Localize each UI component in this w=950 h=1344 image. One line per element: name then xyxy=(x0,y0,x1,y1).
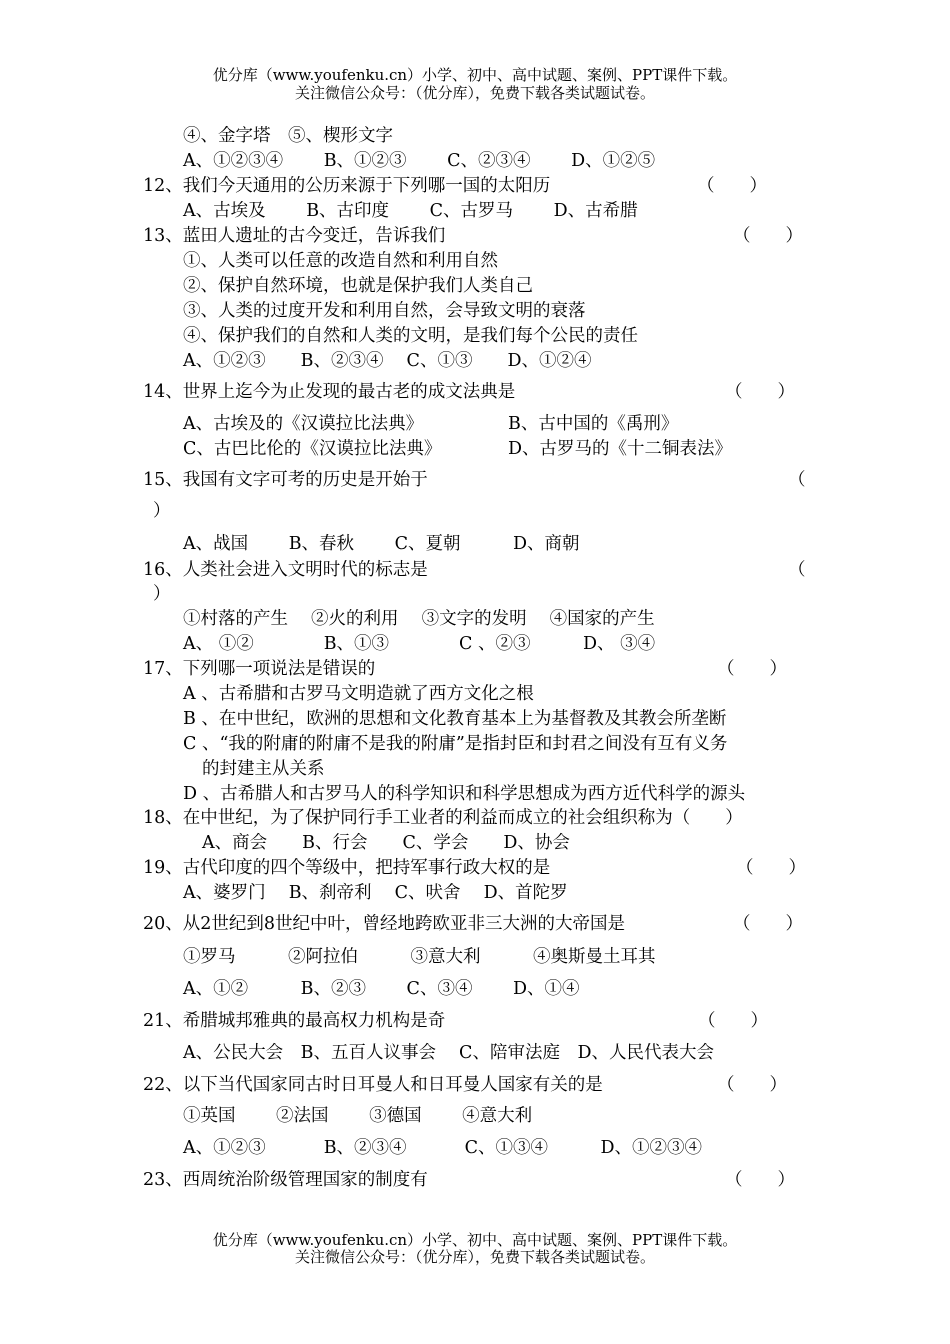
q20-answer-paren: （ ） xyxy=(733,914,803,934)
q16-options: A、 ①② B、①③ C 、②③ D、 ③④ xyxy=(183,634,656,654)
q20-items: ①罗马 ②阿拉伯 ③意大利 ④奥斯曼土耳其 xyxy=(183,947,656,967)
q21-stem: 21、希腊城邦雅典的最高权力机构是奇 xyxy=(143,1011,446,1031)
q19-answer-paren: （ ） xyxy=(736,858,806,878)
q22-stem: 22、以下当代国家同古时日耳曼人和日耳曼人国家有关的是 xyxy=(143,1075,603,1095)
q15-paren-close: ） xyxy=(153,501,171,521)
q14-answer-paren: （ ） xyxy=(725,382,795,402)
q18-stem: 18、在中世纪，为了保护同行手工业者的利益而成立的社会组织称为（ ） xyxy=(143,808,743,828)
q13-item-1: ①、人类可以任意的改造自然和利用自然 xyxy=(183,251,498,271)
q14-option-b: B、古中国的《禹刑》 xyxy=(508,414,679,434)
q15-stem: 15、我国有文字可考的历史是开始于 xyxy=(143,470,428,490)
q20-stem: 20、从2世纪到8世纪中叶，曾经地跨欧亚非三大洲的大帝国是 xyxy=(143,914,626,934)
footer-line-1: 优分库（www.youfenku.cn）小学、初中、高中试题、案例、PPT课件下载。 xyxy=(212,1231,738,1249)
q19-options: A、婆罗门 B、刹帝利 C、吠舍 D、首陀罗 xyxy=(183,883,568,903)
header-line-2: 关注微信公众号：（优分库），免费下载各类试题试卷。 xyxy=(294,84,655,102)
q22-options: A、①②③ B、②③④ C、①③④ D、①②③④ xyxy=(183,1138,703,1158)
q14-option-c: C、古巴比伦的《汉谟拉比法典》 xyxy=(183,439,442,459)
q17-option-b: B 、在中世纪，欧洲的思想和文化教育基本上为基督教及其教会所垄断 xyxy=(183,709,727,729)
q16-paren-close: ） xyxy=(153,584,171,604)
q17-answer-paren: （ ） xyxy=(717,659,787,679)
q13-answer-paren: （ ） xyxy=(733,226,803,246)
q18-options: A、商会 B、行会 C、学会 D、协会 xyxy=(202,833,570,853)
q20-options: A、①② B、②③ C、③④ D、①④ xyxy=(183,979,580,999)
q21-answer-paren: （ ） xyxy=(698,1011,768,1031)
header-line-1: 优分库（www.youfenku.cn）小学、初中、高中试题、案例、PPT课件下载。 xyxy=(212,66,738,84)
q21-options: A、公民大会 B、五百人议事会 C、陪审法庭 D、人民代表大会 xyxy=(183,1043,714,1063)
q17-option-c: C 、“我的附庸的附庸不是我的附庸”是指封臣和封君之间没有互有义务 xyxy=(183,734,728,754)
q19-stem: 19、古代印度的四个等级中，把持军事行政大权的是 xyxy=(143,858,551,878)
q17-stem: 17、下列哪一项说法是错误的 xyxy=(143,659,376,679)
footer-line-2: 关注微信公众号：（优分库），免费下载各类试题试卷。 xyxy=(294,1248,655,1266)
q14-option-a: A、古埃及的《汉谟拉比法典》 xyxy=(183,414,424,434)
q14-option-d: D、古罗马的《十二铜表法》 xyxy=(508,439,733,459)
q15-options: A、战国 B、春秋 C、夏朝 D、商朝 xyxy=(183,534,580,554)
q15-paren-open: （ xyxy=(788,470,806,490)
q13-item-3: ③、人类的过度开发和利用自然，会导致文明的衰落 xyxy=(183,301,586,321)
q14-stem: 14、世界上迄今为止发现的最古老的成文法典是 xyxy=(143,382,516,402)
q16-items: ①村落的产生 ②火的利用 ③文字的发明 ④国家的产生 xyxy=(183,609,655,629)
q12-answer-paren: （ ） xyxy=(697,176,767,196)
q13-item-4: ④、保护我们的自然和人类的文明，是我们每个公民的责任 xyxy=(183,326,638,346)
q22-items: ①英国 ②法国 ③德国 ④意大利 xyxy=(183,1106,533,1126)
q13-stem: 13、蓝田人遗址的古今变迁，告诉我们 xyxy=(143,226,446,246)
q23-stem: 23、西周统治阶级管理国家的制度有 xyxy=(143,1170,428,1190)
q23-answer-paren: （ ） xyxy=(725,1170,795,1190)
q12-options: A、古埃及 B、古印度 C、古罗马 D、古希腊 xyxy=(183,201,638,221)
q16-stem: 16、人类社会进入文明时代的标志是 xyxy=(143,560,428,580)
q17-option-a: A 、古希腊和古罗马文明造就了西方文化之根 xyxy=(183,684,534,704)
q22-answer-paren: （ ） xyxy=(717,1075,787,1095)
q13-options: A、①②③ B、②③④ C、①③ D、①②④ xyxy=(183,351,592,371)
q17-option-c-continued: 的封建主从关系 xyxy=(202,759,325,779)
q13-item-2: ②、保护自然环境，也就是保护我们人类自己 xyxy=(183,276,533,296)
q17-option-d: D 、古希腊人和古罗马人的科学知识和科学思想成为西方近代科学的源头 xyxy=(183,784,746,804)
q11-options: A、①②③④ B、①②③ C、②③④ D、①②⑤ xyxy=(183,151,656,171)
q16-paren-open: （ xyxy=(788,560,806,580)
q12-stem: 12、我们今天通用的公历来源于下列哪一国的太阳历 xyxy=(143,176,551,196)
q11-items-continued: ④、金字塔 ⑤、楔形文字 xyxy=(183,126,393,146)
